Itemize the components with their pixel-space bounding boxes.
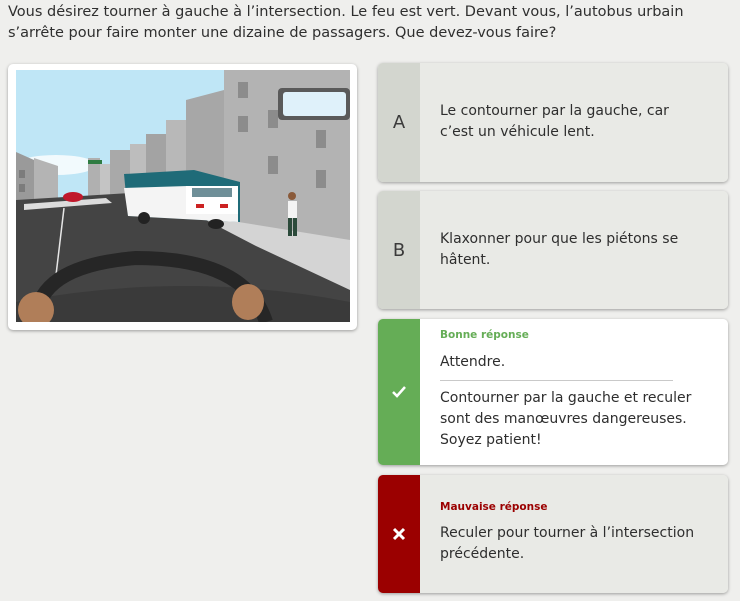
divider: [440, 380, 673, 381]
wrong-answer-badge: [378, 475, 420, 593]
check-icon: [391, 385, 407, 399]
driver-view-bus-stop-illustration: [16, 70, 350, 322]
option-text: Klaxonner pour que les piétons se hâtent.: [440, 231, 679, 268]
explanation-text: Contourner par la gauche et reculer sont des manœuvres dangereuses. Soyez patient!: [440, 390, 692, 448]
question-illustration: [8, 64, 357, 330]
correct-answer-card[interactable]: [378, 319, 728, 465]
answer-option-a[interactable]: [378, 63, 728, 182]
answer-text: Attendre.: [440, 354, 506, 370]
correct-answer-badge: [378, 319, 420, 465]
option-letter-badge: [378, 191, 420, 309]
question-text: Vous désirez tourner à gauche à l’intersection. Le feu est vert. Devant vous, l’autobus urbain s’arrête pour faire monter une dizaine de passagers. Que devez-vous faire?: [8, 4, 684, 41]
x-icon: [392, 527, 406, 541]
answer-text: Reculer pour tourner à l’intersection précédente.: [440, 525, 695, 562]
option-letter: A: [392, 112, 406, 133]
verdict-label: Bonne réponse: [440, 329, 529, 341]
answer-option-b[interactable]: [378, 191, 728, 309]
option-letter: B: [392, 239, 406, 261]
option-letter-badge: [378, 63, 420, 182]
wrong-answer-card[interactable]: [378, 475, 728, 593]
verdict-label: Mauvaise réponse: [440, 501, 548, 513]
option-text: Le contourner par la gauche, car c’est un véhicule lent.: [440, 103, 669, 140]
